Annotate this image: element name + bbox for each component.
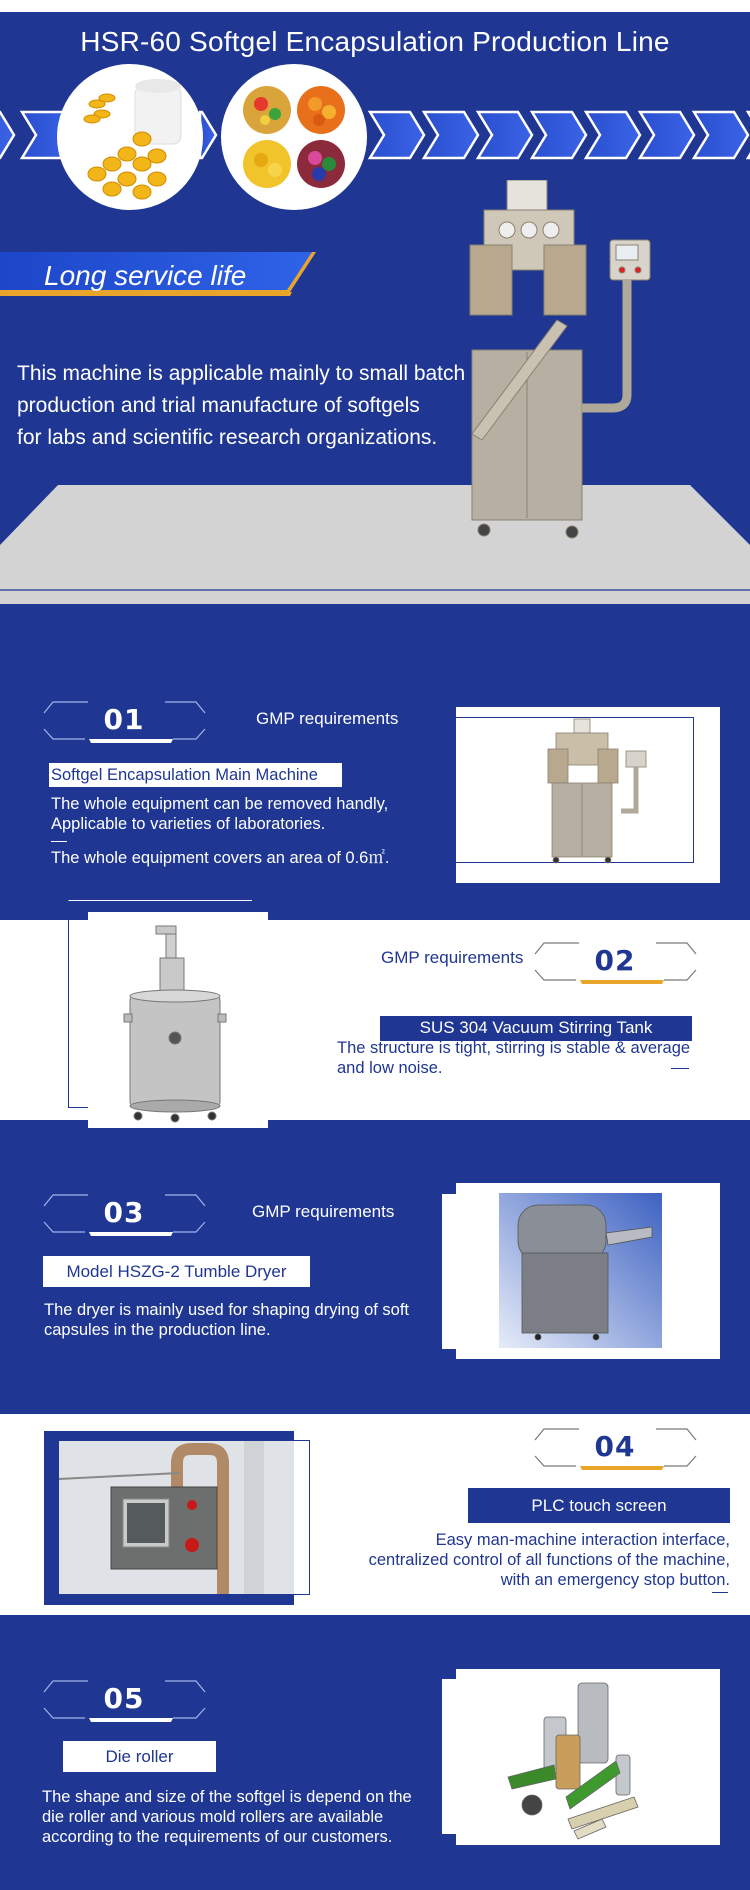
section-description: The dryer is mainly used for shaping drying of soft capsules in the production line. bbox=[44, 1301, 410, 1339]
hero-banner bbox=[0, 12, 750, 604]
hero-description: This machine is applicable mainly to small batch production and trial manufacture of softgels for labs and scientific research organizations. bbox=[17, 362, 466, 449]
section-description: The shape and size of the softgel is depend on the die roller and various mold rollers are available according to the requirements of our customers. bbox=[42, 1788, 412, 1846]
section-description: The structure is tight, stirring is stable & average and low noise. bbox=[337, 1039, 691, 1077]
softgel-bottle-image bbox=[57, 64, 203, 210]
section-title: Softgel Encapsulation Main Machine bbox=[49, 763, 342, 787]
gmp-label: GMP requirements bbox=[256, 709, 399, 728]
section-title: Die roller bbox=[63, 1741, 216, 1772]
section-title: Model HSZG-2 Tumble Dryer bbox=[43, 1256, 310, 1287]
section-02 bbox=[0, 916, 750, 1128]
divider bbox=[671, 1068, 689, 1069]
ribbon-label: Long service life bbox=[44, 260, 247, 291]
number-badge-01: 01 bbox=[43, 701, 233, 743]
number-badge-04: 04 bbox=[534, 1428, 724, 1470]
main-machine-image bbox=[456, 707, 720, 883]
section-description: Easy man-machine interaction interface, centralized control of all functions of the machine, with an emergency stop button. bbox=[368, 1531, 730, 1589]
number-badge-05: 05 bbox=[43, 1680, 233, 1722]
top-strip bbox=[0, 1410, 750, 1414]
section-01 bbox=[0, 604, 750, 916]
section-05 bbox=[0, 1615, 750, 1890]
colored-softgels-image bbox=[221, 64, 367, 210]
divider bbox=[712, 1592, 728, 1593]
softgel-machine-image bbox=[462, 180, 702, 555]
vacuum-tank-image bbox=[88, 912, 268, 1132]
divider bbox=[51, 841, 67, 842]
section-03 bbox=[0, 1128, 750, 1410]
section-description: The whole equipment can be removed handly, Applicable to varieties of laboratories. The whole equipment covers an area of 0.6㎡. bbox=[51, 795, 390, 867]
die-rollers-image bbox=[456, 1669, 720, 1845]
section-title: SUS 304 Vacuum Stirring Tank bbox=[380, 1016, 692, 1041]
number-badge-02: 02 bbox=[534, 942, 724, 984]
page-title: HSR-60 Softgel Encapsulation Production Line bbox=[80, 26, 670, 57]
gmp-label: GMP requirements bbox=[381, 948, 524, 967]
section-04 bbox=[0, 1410, 750, 1615]
section-title: PLC touch screen bbox=[468, 1488, 730, 1523]
gmp-label: GMP requirements bbox=[252, 1202, 395, 1221]
number-badge-03: 03 bbox=[43, 1194, 233, 1236]
plc-panel-image bbox=[59, 1441, 294, 1594]
tumble-dryer-image bbox=[456, 1183, 720, 1359]
